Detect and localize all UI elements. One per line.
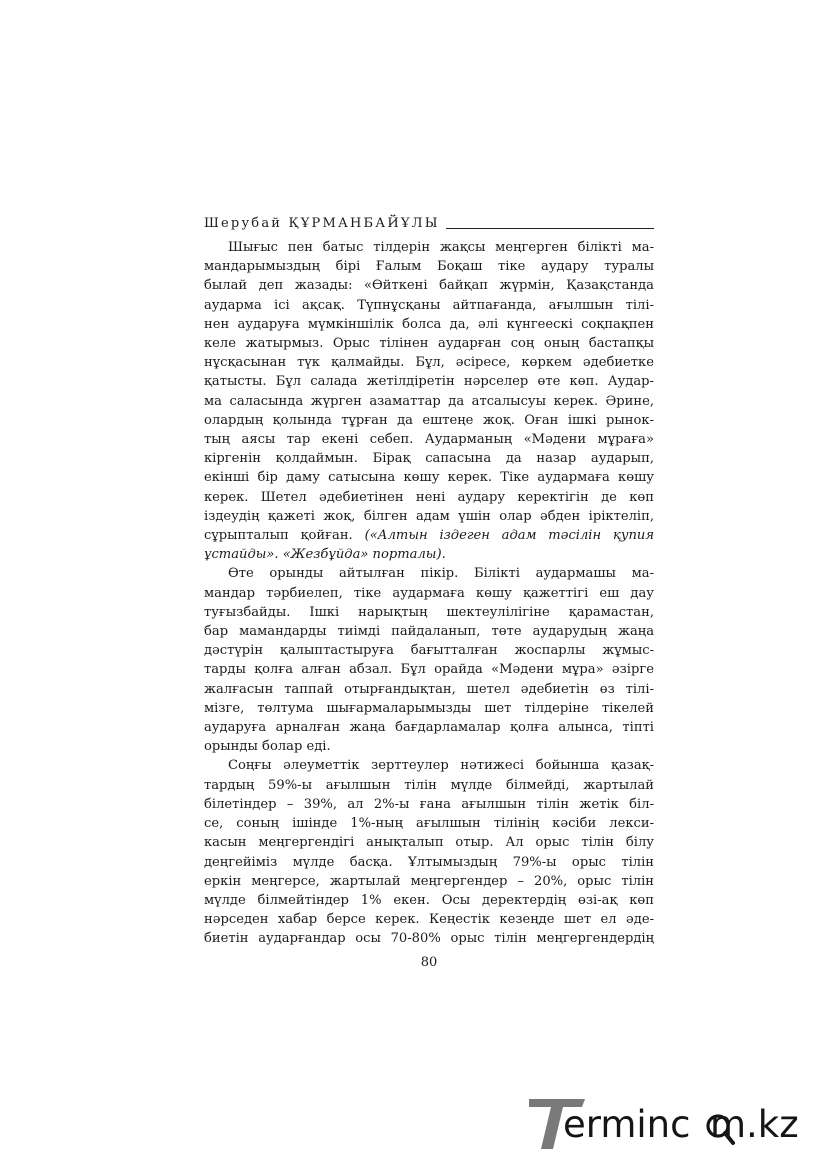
text-line: бар мамандарды тиімді пайдаланып, төте аударудың жаңа (204, 624, 654, 640)
text-line: се, соның ішінде 1%-ның ағылшын тілінің кәсіби лекси- (204, 816, 654, 832)
text-line: кіргенін қолдаймын. Бірақ сапасына да назар аударып, (204, 451, 654, 467)
text-line: мандар тәрбиелеп, тіке аудармаға көшу қажеттігі еш дау (204, 585, 654, 601)
text-line: туғызбайды. Ішкі нарықтың шектеулілігіне қарамастан, (204, 604, 654, 620)
page-number: 80 (420, 955, 438, 970)
text-line: аударуға арналған жаңа бағдарламалар қолға алынса, тіпті (204, 720, 654, 736)
text-line: нәрседен хабар берсе керек. Кеңестік кезеңде шет ел әде- (204, 912, 654, 928)
text-line: олардың қолында тұрған да ештеңе жоқ. Оған ішкі рынок- (204, 412, 654, 428)
text-line: қатысты. Бұл салада жетілдіретін нәрселер өте көп. Аудар- (204, 374, 654, 390)
logo-letters-2: m.kz (710, 1103, 799, 1146)
text-line-mixed (204, 526, 654, 545)
text-line: ма саласында жүрген азаматтар да атсалысуы керек. Әрине, (204, 393, 654, 409)
citation-italic: («Алтын іздеген адам тәсілін қупия (364, 528, 654, 544)
text-line: керек. Шетел әдебиетінен нені аудару керектігін де көп (204, 489, 654, 505)
citation-italic-line: ұстайды». «Жезбұйда» порталы). (204, 547, 446, 563)
text-line: тың аясы тар екені себеп. Аударманың «Мәдени мұраға» (204, 432, 654, 448)
text-line: деңгейіміз мүлде басқа. Ұлтымыздың 79%-ы орыс тілін (204, 854, 654, 870)
text-line: былай деп жазады: «Өйткені байқап жүрмін, Қазақстанда (204, 278, 654, 294)
logo-letters-1: erminc (563, 1103, 691, 1146)
text-line: білетіндер – 39%, ал 2%-ы ғана ағылшын тілін жетік біл- (204, 796, 654, 812)
text-line: касын меңгергендігі анықталып отыр. Ал орыс тілін білу (204, 835, 654, 851)
paragraph-3 (204, 756, 654, 948)
watermark-logo (527, 1093, 817, 1155)
text-line: орынды болар еді. (204, 739, 331, 755)
text-line: биетін аударғандар осы 70-80% орыс тілін меңгергендердің (204, 931, 654, 947)
text-segment: сұрыпталып қойған. (204, 528, 353, 544)
text-line: нұсқасынан түк қалмайды. Бұл, әсіресе, көркем әдебиетке (204, 355, 654, 371)
text-line: Соңғы әлеуметтік зерттеулер нәтижесі бойынша қазақ- (228, 758, 654, 774)
text-line: жалғасын таппай отырғандықтан, шетел әдебиетін өз тілі- (204, 681, 654, 697)
text-line: мандарымыздың бірі Ғалым Боқаш тіке аудару туралы (204, 259, 654, 275)
text-line: нен аударуға мүмкіншілік болса да, әлі күнгеескі соқпақпен (204, 316, 654, 332)
text-line: мізге, төлтума шығармаларымызды шет тілдеріне тікелей (204, 700, 654, 716)
text-line: дәстүрін қалыптастыруға бағытталған жоспарлы жұмыс- (204, 643, 654, 659)
text-line: екінші бір даму сатысына көшу керек. Тіке аудармаға көшу (204, 470, 654, 486)
text-line: тарды қолға алған абзал. Бұл орайда «Мәдени мұра» әзірге (204, 662, 654, 678)
author-name: Шерубай ҚҰРМАНБАЙҰЛЫ (204, 216, 440, 231)
text-line: келе жатырмыз. Орыс тілінен аударған соң оның бастапқы (204, 336, 654, 352)
paragraph-2 (204, 564, 654, 756)
running-header (204, 212, 654, 232)
text-line: еркін меңгерсе, жартылай меңгергендер – 20%, орыс тілін (204, 873, 654, 889)
text-line: Шығыс пен батыс тілдерін жақсы меңгерген білікті ма- (228, 240, 654, 255)
text-line: тардың 59%-ы ағылшын тілін мүлде білмейді, жартылай (204, 777, 654, 793)
text-line: аударма ісі ақсақ. Түпнұсқаны айтпағанда, ағылшын тілі- (204, 297, 654, 313)
text-line: мүлде білмейтіндер 1% екен. Осы деректердің өзі-ақ көп (204, 892, 654, 908)
body-text (204, 238, 654, 949)
text-line: Өте орынды айтылған пікір. Білікті аудармашы ма- (228, 566, 654, 582)
header-rule (446, 228, 654, 229)
text-line: іздеудің қажеті жоқ, білген адам үшін олар әбден іріктеліп, (204, 508, 654, 524)
paragraph-1 (204, 238, 654, 564)
